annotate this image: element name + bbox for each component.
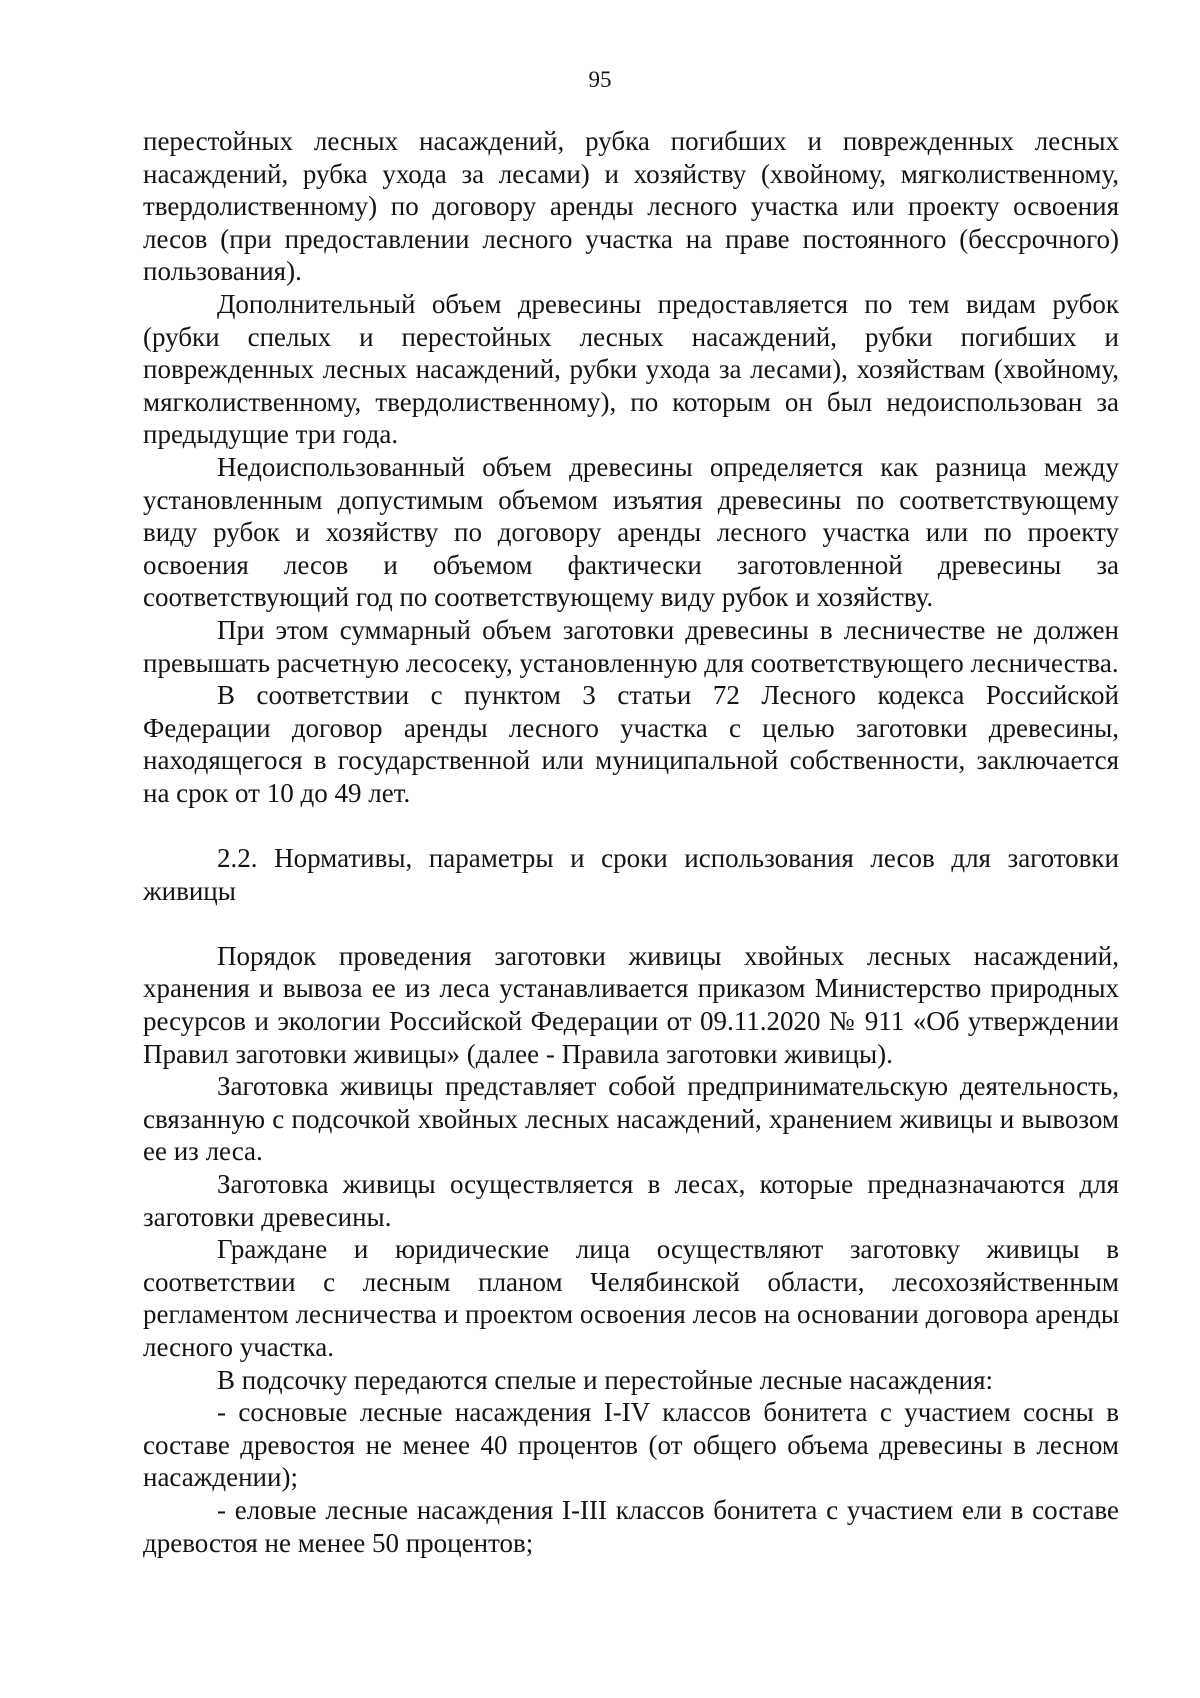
paragraph-additional-volume: Дополнительный объем древесины предоставляется по тем видам рубок (рубки спелых и перестойных лесных насаждений, рубки погибших и поврежденных лесных насаждений, рубки ухода за лесами), хозяйствам (хвойному, мягколиственному, твердолиственному), по которым он был недоиспользован за предыдущие три года. xyxy=(143,288,1119,450)
page-number: 95 xyxy=(588,67,612,92)
paragraph-resin-activity: Заготовка живицы представляет собой предпринимательскую деятельность, связанную с подсочкой хвойных лесных насаждений, хранением живицы и вывозом ее из леса. xyxy=(143,1071,1119,1167)
list-item-spruce-stands: - еловые лесные насаждения I-III классов бонитета с участием ели в составе древостоя не менее 50 процентов; xyxy=(143,1494,1119,1558)
paragraph-continuation: перестойных лесных насаждений, рубка погибших и поврежденных лесных насаждений, рубка ухода за лесами) и хозяйству (хвойному, мягколиственному, твердолиственному) по договору аренды лесного участка или проекту освоения лесов (при предоставлении лесного участка на праве постоянного (бессрочного) пользования). xyxy=(143,126,1119,287)
paragraph-lease-term: В соответствии с пунктом 3 статьи 72 Лесного кодекса Российской Федерации договор аренды лесного участка с целью заготовки древесины, находящегося в государственной или муниципальной собственности, заключается на срок от 10 до 49 лет. xyxy=(143,680,1119,808)
list-item-pine-stands: - сосновые лесные насаждения I-IV классов бонитета с участием сосны в составе древостоя не менее 40 процентов (от общего объема древесины в лесном насаждении); xyxy=(143,1397,1119,1493)
paragraph-resin-procedure: Порядок проведения заготовки живицы хвойных лесных насаждений, хранения и вывоза ее из леса устанавливается приказом Министерство природных ресурсов и экологии Российской Федерации от 09.11.2020 № 911 «Об утверждении Правил заготовки живицы» (далее - Правила заготовки живицы). xyxy=(143,940,1119,1069)
paragraph-tapping-stands: В подсочку передаются спелые и перестойные лесные насаждения: xyxy=(217,1364,994,1395)
document-body xyxy=(143,125,1119,1559)
paragraph-total-volume: При этом суммарный объем заготовки древесины в лесничестве не должен превышать расчетную лесосеку, установленную для соответствующего лесничества. xyxy=(143,614,1119,678)
paragraph-resin-citizens: Граждане и юридические лица осуществляют заготовку живицы в соответствии с лесным планом Челябинской области, лесохозяйственным регламентом лесничества и проектом освоения лесов на основании договора аренды лесного участка. xyxy=(143,1234,1119,1362)
section-heading: 2.2. Нормативы, параметры и сроки использования лесов для заготовки живицы xyxy=(143,843,1119,906)
paragraph-resin-forests: Заготовка живицы осуществляется в лесах, которые предназначаются для заготовки древесины. xyxy=(143,1169,1119,1232)
paragraph-underused-volume: Недоиспользованный объем древесины определяется как разница между установленным допустимым объемом изъятия древесины по соответствующему виду рубок и хозяйству по договору аренды лесного участка или по проекту освоения лесов и объемом фактически заготовленной древесины за соответствующий год по соответствующему виду рубок и хозяйству. xyxy=(143,451,1119,613)
